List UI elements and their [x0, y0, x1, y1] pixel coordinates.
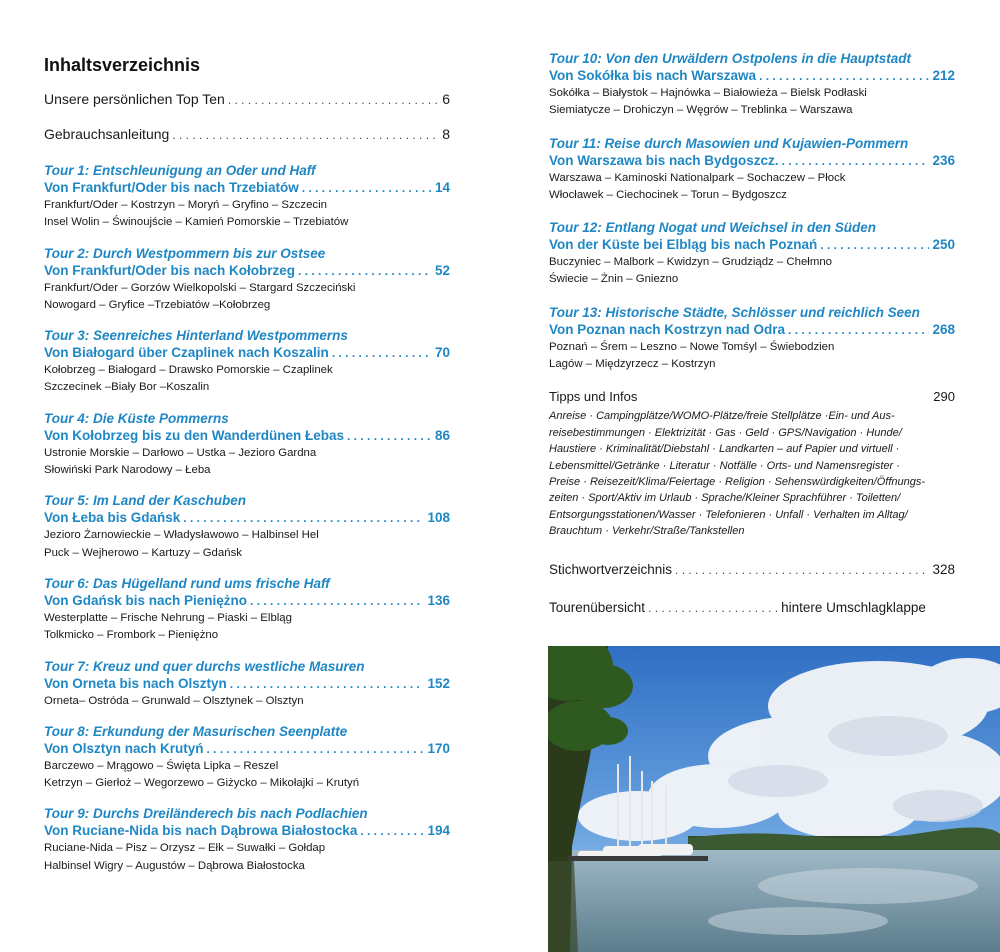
tour-places: Ruciane-Nida – Pisz – Orzysz – Ełk – Suwałki – Gołdap	[44, 842, 326, 855]
tour-places: Jezioro Żarnowieckie – Władysławowo – Halbinsel Hel	[44, 529, 319, 542]
tour-heading: Tour 4: Die Küste Pommerns	[44, 410, 229, 426]
tour-route: Von Białogard über Czaplinek nach Koszalin	[44, 345, 329, 361]
tour-page-number: 136	[427, 592, 450, 608]
toc-entry-tour-12[interactable]	[549, 219, 955, 289]
tour-places: Frankfurt/Oder – Kostrzyn – Moryń – Gryfino – Szczecin	[44, 199, 327, 211]
tour-places: Barczewo – Mrągowo – Święta Lipka – Reszel	[44, 759, 279, 772]
tour-places: Słowiński Park Narodowy – Łeba	[44, 464, 211, 477]
toc-entry-tour-10[interactable]	[549, 50, 955, 120]
tour-page-number: 236	[932, 152, 955, 168]
tour-route: Von Gdańsk bis nach Pieniężno	[44, 592, 248, 608]
toc-entry-tour-2[interactable]	[44, 245, 450, 315]
toc-entry-tour-4[interactable]	[44, 410, 450, 480]
lake-harbor-photo	[548, 646, 1000, 952]
tour-route-row	[44, 344, 450, 362]
tour-heading: Tour 10: Von den Urwäldern Ostpolens in die Hauptstadt	[549, 51, 912, 66]
tour-places: Warszawa – Kaminoski Nationalpark – Sochaczew – Płock	[549, 171, 846, 184]
tour-places: Ketrzyn – Gierłoż – Wegorzewo – Giżycko – Mikołajki – Krutyń	[44, 777, 360, 790]
toc-entry-tour-13[interactable]	[549, 304, 955, 374]
tipps-topics: Anreise · Campingplätze/WOMO-Plätze/freie Stellplätze ·Ein- und Aus- reisebestimmungen · Elektrizität · Gas · Geld · GPS/Navigation · Hunde/ Haustiere · Kriminalität/Diebstahl · Landkarten – auf Papier und virtuell · Lebensmittel/Getränke · Literatur · Notfälle · Orts- und Namensregister · Preise · Reisezeit/Klima/Feiertage · Religion · Sehenswürdigkeiten/Öffnungs- zeiten · Sport/Aktiv im Urlaub · Sprache/Kleiner Sprachführer · Toiletten/ Entsorgungsstationen/Wasser · Telefonieren · Unfall · Verhalten im Alltag/ Brauchtum · Verkehr/Straße/Tankstellen	[549, 410, 926, 538]
toc-entry-tipps-und-infos[interactable]	[549, 388, 955, 539]
entry-label: Tourenübersicht	[549, 599, 646, 615]
toc-entry-tour-7[interactable]	[44, 658, 450, 710]
tour-route-row	[549, 67, 955, 85]
tour-route: Von Olsztyn nach Krutyń	[44, 740, 204, 756]
tour-route: Von Poznan nach Kostrzyn nad Odra	[549, 321, 786, 337]
tour-page-number: 152	[427, 675, 450, 691]
toc-entry-stichwortverzeichnis[interactable]	[549, 561, 955, 579]
tour-places: Westerplatte – Frische Nehrung – Piaski – Elbląg	[44, 611, 292, 624]
tour-page-number: 170	[427, 740, 450, 756]
tour-heading: Tour 6: Das Hügelland rund ums frische Haff	[44, 575, 330, 591]
tour-route: Von Frankfurt/Oder bis nach Kołobrzeg	[44, 262, 296, 278]
tour-route: Von Łeba bis Gdańsk	[44, 510, 181, 526]
tour-heading: Tour 12: Entlang Nogat und Weichsel in den Süden	[549, 220, 877, 236]
tour-heading: Tour 9: Durchs Dreiländerech bis nach Podlachien	[44, 806, 368, 822]
tour-route-row	[44, 262, 450, 280]
toc-entry-tourenuebersicht[interactable]	[549, 599, 955, 617]
entry-label: Tipps und Infos	[549, 389, 638, 405]
tour-page-number: 250	[932, 237, 955, 253]
tour-places: Tolkmicko – Frombork – Pieniężno	[44, 629, 219, 642]
tour-route-row	[44, 822, 450, 840]
entry-page-number: 6	[442, 91, 450, 107]
tour-route-row	[549, 321, 955, 339]
toc-entry-tour-1[interactable]	[44, 162, 450, 232]
tour-places: Ustronie Morskie – Darłowo – Ustka – Jezioro Gardna	[44, 446, 317, 459]
tour-places: Lagów – Międzyrzecz – Kostrzyn	[549, 358, 716, 371]
entry-page-number: hintere Umschlagklappe	[781, 599, 926, 615]
tour-places: Buczyniec – Malbork – Kwidzyn – Grudziądz – Chełmno	[549, 256, 832, 269]
tour-route-row	[44, 740, 450, 758]
entry-label: Unsere persönlichen Top Ten	[44, 91, 225, 107]
toc-entry-tour-8[interactable]	[44, 723, 450, 793]
tour-route-row	[44, 592, 450, 610]
tour-places: Siemiatycze – Drohiczyn – Węgrów – Treblinka – Warszawa	[549, 104, 853, 117]
entry-label: Stichwortverzeichnis	[549, 561, 673, 577]
tour-page-number: 14	[434, 180, 450, 195]
tour-heading: Tour 8: Erkundung der Masurischen Seenplatte	[44, 723, 348, 739]
tour-places: Orneta– Ostróda – Grunwald – Olsztynek – Olsztyn	[44, 694, 304, 707]
tour-route-row	[44, 427, 450, 445]
tour-route-row	[44, 509, 450, 527]
toc-entry-tour-5[interactable]	[44, 492, 450, 562]
tour-places: Świecie – Żnin – Gniezno	[549, 273, 679, 286]
tour-places: Poznań – Śrem – Leszno – Nowe Tomśyl – Świebodzien	[549, 340, 835, 353]
tour-route: Von Sokółka bis nach Warszawa	[549, 68, 757, 83]
toc-entry-top-ten[interactable]	[44, 90, 450, 109]
toc-entry-tour-3[interactable]	[44, 327, 450, 397]
tour-page-number: 86	[434, 427, 450, 443]
tour-route: Von Kołobrzeg bis zu den Wanderdünen Łebas	[44, 427, 345, 443]
tour-heading: Tour 11: Reise durch Masowien und Kujawien-Pommern	[549, 135, 909, 151]
entry-page-number: 290	[933, 389, 955, 405]
entry-page-number: 328	[932, 561, 955, 577]
tour-places: Szczecinek –Biały Bor –Koszalin	[44, 381, 210, 394]
tour-places: Frankfurt/Oder – Gorzów Wielkopolski – Stargard Szczeciński	[44, 281, 356, 294]
tour-heading: Tour 2: Durch Westpommern bis zur Ostsee	[44, 245, 326, 261]
toc-entry-tour-11[interactable]	[549, 135, 955, 205]
tour-places: Halbinsel Wigry – Augustów – Dąbrowa Białostocka	[44, 859, 305, 872]
tour-page-number: 194	[427, 823, 450, 839]
entry-label: Gebrauchsanleitung	[44, 126, 170, 142]
tour-route-row	[44, 675, 450, 693]
tour-places: Sokółka – Białystok – Hajnówka – Białowieża – Bielsk Podłaski	[549, 87, 867, 99]
tour-places: Puck – Wejherowo – Kartuzy – Gdańsk	[44, 546, 242, 559]
tour-route: Von Orneta bis nach Olsztyn	[44, 675, 227, 691]
tour-route-row	[549, 152, 955, 170]
tour-page-number: 70	[434, 345, 450, 361]
tour-route: Von Ruciane-Nida bis nach Dąbrowa Białostocka	[44, 823, 358, 839]
toc-right-column	[549, 50, 955, 617]
tour-route: Von Warszawa bis nach Bydgoszcz.	[549, 152, 779, 168]
tour-page-number: 52	[434, 262, 450, 278]
tour-route: Von Frankfurt/Oder bis nach Trzebiatów	[44, 180, 299, 195]
tour-route-row	[44, 179, 450, 197]
tour-page-number: 108	[427, 510, 450, 526]
toc-left-column	[44, 54, 450, 888]
tour-places: Włocławek – Ciechocinek – Torun – Bydgoszcz	[549, 188, 787, 201]
tour-route-row	[549, 236, 955, 254]
tour-route: Von der Küste bei Elbląg bis nach Poznań	[549, 237, 818, 253]
toc-entry-gebrauchsanleitung[interactable]	[44, 125, 450, 144]
toc-entry-tour-9[interactable]	[44, 805, 450, 875]
tour-places: Kołobrzeg – Białogard – Drawsko Pomorskie – Czaplinek	[44, 364, 333, 377]
page-title: Inhaltsverzeichnis	[44, 55, 201, 75]
tour-heading: Tour 13: Historische Städte, Schlösser und reichlich Seen	[549, 304, 920, 320]
entry-page-number: 8	[442, 126, 450, 142]
tour-page-number: 212	[932, 68, 955, 83]
tour-places: Insel Wolin – Świnoujście – Kamień Pomorskie – Trzebiatów	[44, 216, 349, 229]
tour-heading: Tour 7: Kreuz und quer durchs westliche Masuren	[44, 658, 365, 674]
tour-page-number: 268	[932, 321, 955, 337]
tour-heading: Tour 1: Entschleunigung an Oder und Haff	[44, 163, 316, 178]
toc-entry-tour-6[interactable]	[44, 575, 450, 645]
tour-places: Nowogard – Gryfice –Trzebiatów –Kołobrzeg	[44, 298, 271, 311]
tour-heading: Tour 3: Seenreiches Hinterland Westpommerns	[44, 328, 348, 344]
tour-heading: Tour 5: Im Land der Kaschuben	[44, 493, 247, 509]
